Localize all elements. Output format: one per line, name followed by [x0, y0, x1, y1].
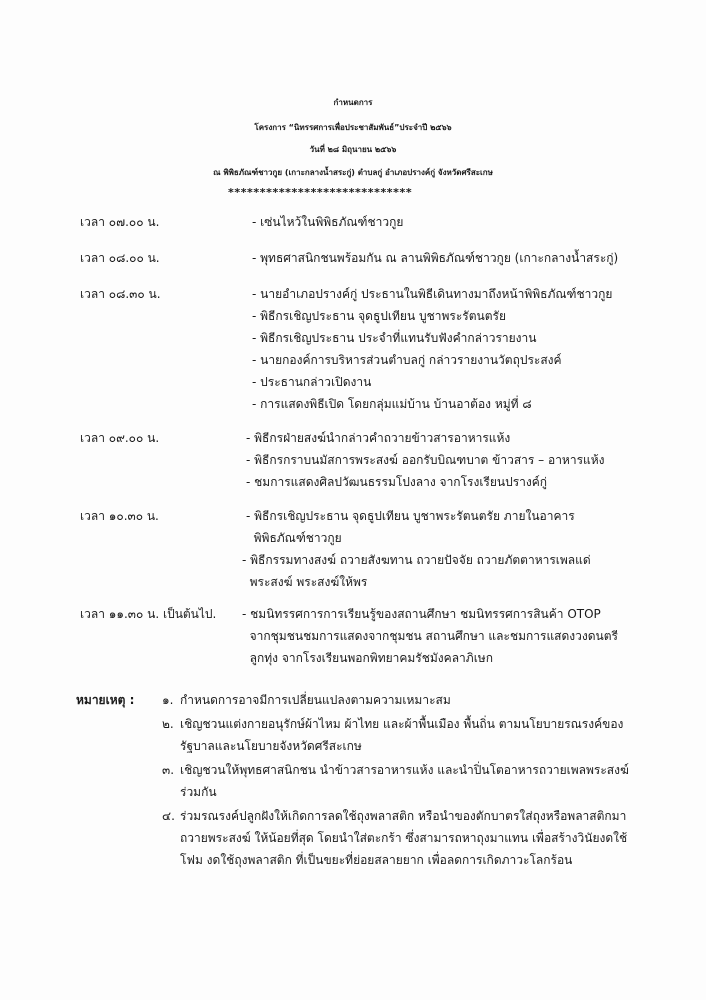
schedule-item: - เซ่นไหว้ในพิพิธภัณฑ์ชาวกูย	[252, 215, 404, 229]
schedule-item: - พิธีกรฝ่ายสงฆ์นำกล่าวคำถวายข้าวสารอาหารแห้ง	[246, 431, 511, 445]
schedule-item: ลูกทุ่ง จากโรงเรียนพอกพิทยาคมรัชมังคลาภิเษก	[242, 651, 493, 665]
remark-text: ร่วมรณรงค์ปลูกฝังให้เกิดการลดใช้ถุงพลาสติก หรือนำของตักบาตรใส่ถุงหรือพลาสติกมา	[180, 809, 627, 823]
schedule-time: เวลา ๐๗.๐๐ น.	[80, 215, 160, 229]
schedule-item: - พิธีกรเชิญประธาน จุดธูปเทียน บูชาพระรัตนตรัย ภายในอาคาร	[246, 509, 575, 523]
remark-text: ร่วมกัน	[180, 785, 217, 799]
document-title: กำหนดการ	[333, 98, 373, 107]
schedule-item: พิพิธภัณฑ์ชาวกูย	[246, 531, 342, 545]
date-line: วันที่ ๒๘ มิถุนายน ๒๕๖๖	[309, 145, 397, 154]
schedule-item: - พิธีกรเชิญประธาน จุดธูปเทียน บูชาพระรัตนตรัย	[252, 309, 506, 323]
schedule-item: - นายกองค์การบริหารส่วนตำบลกู่ กล่าวรายงานวัตถุประสงค์	[252, 353, 562, 367]
separator: *****************************	[228, 186, 413, 199]
schedule-time: เวลา ๑๑.๓๐ น. เป็นต้นไป.	[80, 607, 217, 621]
schedule-time: เวลา ๑๐.๓๐ น.	[80, 509, 159, 523]
remark-text: เชิญชวนให้พุทธศาสนิกชน นำข้าวสารอาหารแห้ง และนำปิ่นโตอาหารถวายเพลพระสงฆ์	[180, 763, 629, 777]
schedule-item: - การแสดงพิธีเปิด โดยกลุ่มแม่บ้าน บ้านอาต้อง หมู่ที่ ๘	[252, 397, 532, 411]
schedule-item: จากชุมชนชมการแสดงจากชุมชน สถานศึกษา และชมการแสดงวงดนตรี	[242, 629, 618, 643]
schedule-time: เวลา ๐๙.๐๐ น.	[80, 431, 160, 445]
schedule-item: พระสงฆ์ พระสงฆ์ให้พร	[242, 575, 368, 589]
schedule-item: - ชมนิทรรศการการเรียนรู้ของสถานศึกษา ชมนิทรรศการสินค้า OTOP	[242, 607, 601, 621]
schedule-item: - พิธีกรกราบนมัสการพระสงฆ์ ออกรับบิณฑบาต ข้าวสาร – อาหารแห้ง	[246, 453, 605, 467]
remark-text: กำหนดการอาจมีการเปลี่ยนแปลงตามความเหมาะสม	[180, 693, 451, 707]
remarks-label: หมายเหตุ :	[76, 693, 135, 707]
remark-number: ๒.	[162, 717, 174, 731]
remark-text: โฟม งดใช้ถุงพลาสติก ที่เป็นขยะที่ย่อยสลายยาก เพื่อลดการเกิดภาวะโลกร้อน	[180, 853, 573, 867]
remark-number: ๑.	[162, 693, 174, 707]
remark-text: ถวายพระสงฆ์ ให้น้อยที่สุด โดยนำใส่ตะกร้า ซึ่งสามารถหาถุงมาแทน เพื่อสร้างวินัยงดใช้	[180, 831, 628, 845]
schedule-item: - พุทธศาสนิกชนพร้อมกัน ณ ลานพิพิธภัณฑ์ชาวกูย (เกาะกลางน้ำสระกู่)	[252, 251, 619, 265]
remark-number: ๔.	[162, 809, 175, 823]
schedule-item: - พิธีกรเชิญประธาน ประจำที่แทนรับฟังคำกล่าวรายงาน	[252, 331, 537, 345]
remark-text: เชิญชวนแต่งกายอนุรักษ์ผ้าไหม ผ้าไทย และผ้าพื้นเมือง พื้นถิ่น ตามนโยบายรณรงค์ของ	[180, 717, 624, 731]
schedule-item: - นายอำเภอปรางค์กู่ ประธานในพิธีเดินทางมาถึงหน้าพิพิธภัณฑ์ชาวกูย	[252, 287, 613, 301]
schedule-item: - พิธีกรรมทางสงฆ์ ถวายสังฆทาน ถวายปัจจัย ถวายภัตตาหารเพลแด่	[242, 553, 591, 567]
remark-number: ๓.	[162, 763, 175, 777]
venue-line: ณ พิพิธภัณฑ์ชาวกูย (เกาะกลางน้ำสระกู่) ตำบลกู่ อำเภอปรางค์กู่ จังหวัดศรีสะเกษ	[213, 168, 493, 177]
remark-text: รัฐบาลและนโยบายจังหวัดศรีสะเกษ	[180, 739, 362, 753]
schedule-item: - ชมการแสดงศิลปวัฒนธรรมโปงลาง จากโรงเรียนปรางค์กู่	[246, 475, 548, 489]
schedule-time: เวลา ๐๘.๓๐ น.	[80, 287, 161, 301]
schedule-item: - ประธานกล่าวเปิดงาน	[252, 375, 372, 389]
project-line: โครงการ “นิทรรศการเพื่อประชาสัมพันธ์”ประจำปี ๒๕๖๖	[254, 123, 452, 132]
schedule-time: เวลา ๐๘.๐๐ น.	[80, 251, 160, 265]
